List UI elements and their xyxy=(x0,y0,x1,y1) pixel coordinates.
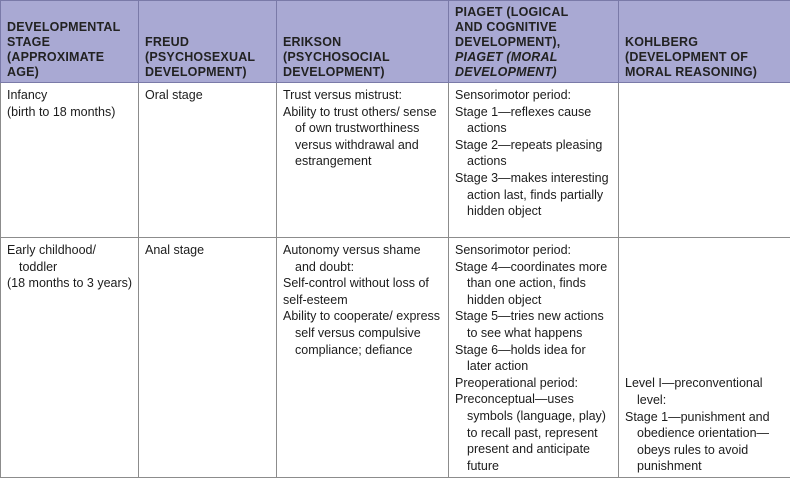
header-erikson xyxy=(277,1,449,83)
header-freud-line: DEVELOPMENT) xyxy=(145,65,247,79)
header-piaget-moral-line: PIAGET (MORAL xyxy=(455,50,558,64)
header-erikson-line: ERIKSON xyxy=(283,35,342,49)
header-kohlberg xyxy=(619,1,790,83)
piaget-entry: Stage 4—coordinates more than one action, finds hidden object xyxy=(455,259,608,307)
stage-name: Infancy xyxy=(7,88,48,102)
header-erikson-line: (PSYCHOSOCIAL xyxy=(283,50,390,64)
header-freud xyxy=(139,1,277,83)
freud-stage: Anal stage xyxy=(145,243,205,257)
piaget-entry: Sensorimotor period: xyxy=(455,243,572,257)
header-stage-line: AGE) xyxy=(7,65,40,79)
header-row xyxy=(1,1,790,83)
header-stage xyxy=(1,1,139,83)
header-freud-line: FREUD xyxy=(145,35,190,49)
cell-erikson xyxy=(277,83,449,238)
cell-piaget xyxy=(449,83,619,238)
header-freud-line: (PSYCHOSEXUAL xyxy=(145,50,256,64)
table-row-infancy xyxy=(1,83,790,238)
header-kohlberg-line: (DEVELOPMENT OF xyxy=(625,50,749,64)
piaget-entry: Sensorimotor period: xyxy=(455,88,572,102)
cell-kohlberg xyxy=(619,83,790,238)
cell-piaget xyxy=(449,238,619,478)
stage-name: Early childhood/ toddler xyxy=(7,243,96,274)
kohlberg-entry: Stage 1—punishment and obedience orientation—obeys rules to avoid punishment xyxy=(625,409,770,474)
piaget-entry: Preoperational period: xyxy=(455,375,578,390)
header-kohlberg-line: MORAL REASONING) xyxy=(625,65,758,79)
header-piaget-line: DEVELOPMENT), xyxy=(455,35,561,49)
piaget-entry: Stage 2—repeats pleasing actions xyxy=(455,137,603,169)
header-erikson-line: DEVELOPMENT) xyxy=(283,65,385,79)
erikson-entry: Self-control without loss of self-esteem xyxy=(283,276,429,307)
header-stage-line: (APPROXIMATE xyxy=(7,50,105,64)
header-piaget-line: PIAGET (LOGICAL xyxy=(455,5,569,19)
header-stage-line: STAGE xyxy=(7,35,51,49)
erikson-entry: Ability to cooperate/ express self versus compulsive compliance; defiance xyxy=(283,309,441,357)
erikson-entry: Trust versus mistrust: xyxy=(283,88,402,102)
cell-kohlberg xyxy=(619,238,790,478)
stage-age: (birth to 18 months) xyxy=(7,104,116,119)
cell-stage xyxy=(1,238,139,478)
piaget-entry: Stage 1—reflexes cause actions xyxy=(455,104,592,136)
cell-stage xyxy=(1,83,139,238)
cell-freud xyxy=(139,83,277,238)
freud-stage: Oral stage xyxy=(145,88,203,102)
piaget-entry: Stage 6—holds idea for later action xyxy=(455,342,586,374)
piaget-entry: Preconceptual—uses symbols (language, play) to recall past, represent present and anticipate future xyxy=(455,392,606,473)
kohlberg-entry: Level I—preconventional level: xyxy=(625,376,763,408)
cell-freud xyxy=(139,238,277,478)
table-row-early-childhood xyxy=(1,238,790,478)
header-piaget-line: AND COGNITIVE xyxy=(455,20,557,34)
header-stage-line: DEVELOPMENTAL xyxy=(7,20,121,34)
erikson-entry: Ability to trust others/ sense of own trustworthiness versus withdrawal and estrangement xyxy=(283,104,437,169)
header-kohlberg-line: KOHLBERG xyxy=(625,35,699,49)
header-piaget xyxy=(449,1,619,83)
stage-age: (18 months to 3 years) xyxy=(7,276,133,291)
header-piaget-moral-line: DEVELOPMENT) xyxy=(455,65,557,79)
piaget-entry: Stage 3—makes interesting action last, finds partially hidden object xyxy=(455,170,609,219)
cell-erikson xyxy=(277,238,449,478)
piaget-entry: Stage 5—tries new actions to see what happens xyxy=(455,309,604,340)
erikson-entry: Autonomy versus shame and doubt: xyxy=(283,243,421,274)
